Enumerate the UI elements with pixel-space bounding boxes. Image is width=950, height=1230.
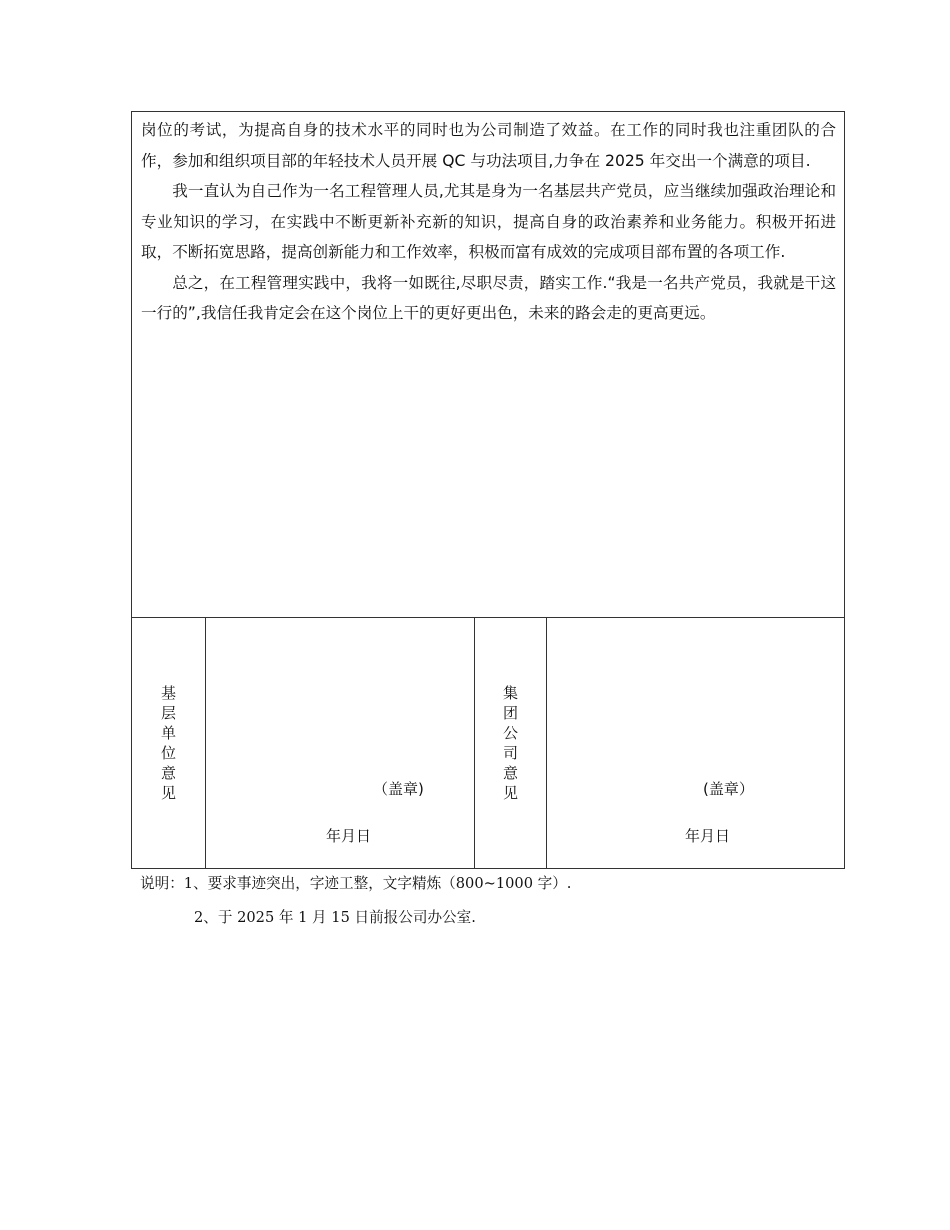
narrative-text [132,112,844,329]
paragraph-3: 总之，在工程管理实践中，我将一如既往,尽职尽责，踏实工作.“我是一名共产党员，我就是干这一行的”,我信任我肯定会在这个岗位上干的更好更出色，未来的路会走的更高更远。 [141,273,837,322]
form-table [131,111,845,869]
paragraph-2: 我一直认为自己作为一名工程管理人员,尤其是身为一名基层共产党员，应当继续加强政治理论和专业知识的学习，在实践中不断更新补充新的知识，提高自身的政治素养和业务能力。积极开拓进取，不断拓宽思路，提高创新能力和工作效率，积极而富有成效的完成项目部布置的各项工作. [141,182,837,261]
unit-opinion-field[interactable] [206,618,475,869]
group-date-label: 年月日 [685,827,731,845]
notes [140,873,571,941]
note-line-2: 2、于 2025 年 1 月 15 日前报公司办公室. [194,909,476,926]
group-opinion-label: 集团公司意见 [502,684,518,802]
group-opinion-field[interactable] [547,618,845,869]
note-line-1: 说明：1、要求事迹突出，字迹工整，文字精炼（800~1000 字）. [140,875,572,892]
narrative-cell [132,112,845,618]
unit-opinion-label-cell [132,618,206,869]
group-opinion-label-cell [475,618,547,869]
unit-seal-label: （盖章) [373,780,424,798]
unit-opinion-label: 基层单位意见 [160,684,176,802]
group-seal-label: (盖章） [703,780,754,798]
unit-date-label: 年月日 [326,827,372,845]
paragraph-1: 岗位的考试，为提高自身的技术水平的同时也为公司制造了效益。在工作的同时我也注重团队的合作，参加和组织项目部的年轻技术人员开展 QC 与功法项目,力争在 2025 年交出一个满意的项目. [141,121,837,170]
